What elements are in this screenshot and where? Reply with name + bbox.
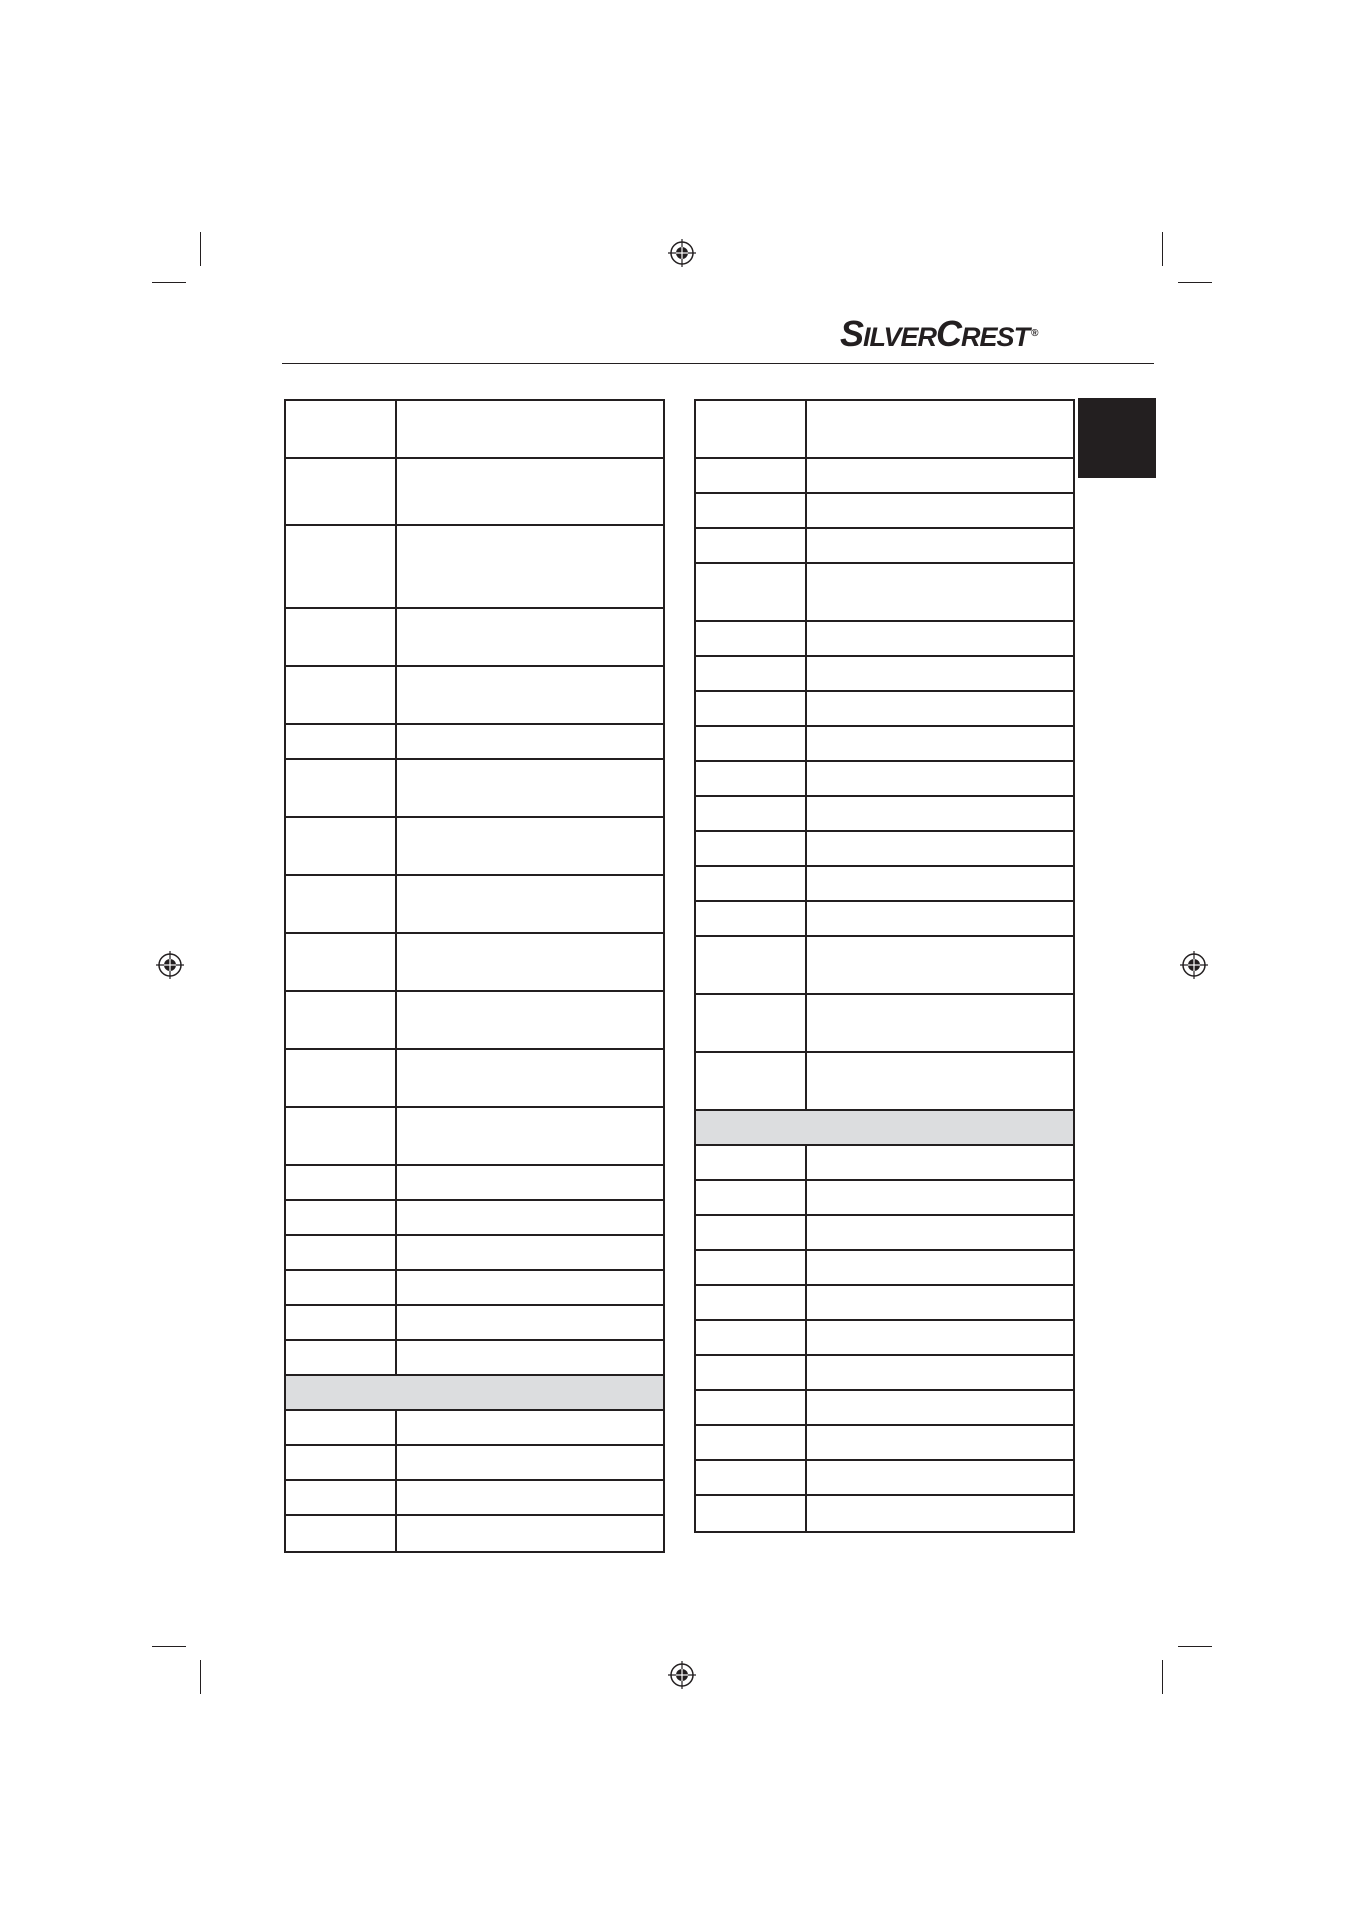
- table-cell-label: [696, 797, 805, 830]
- registration-target-icon: [1180, 951, 1208, 979]
- registration-target-icon: [668, 1661, 696, 1689]
- table-cell-value: [397, 876, 663, 932]
- table-cell-value: [397, 459, 663, 524]
- table-row: [696, 727, 1073, 762]
- table-section-header: [696, 1111, 1073, 1146]
- table-cell-label: [286, 459, 395, 524]
- table-row: [286, 1446, 663, 1481]
- table-cell-value: [807, 564, 1073, 620]
- table-row: [696, 529, 1073, 564]
- table-cell-value: [807, 937, 1073, 993]
- table-cell-value: [397, 992, 663, 1048]
- table-cell-label: [286, 1050, 395, 1106]
- table-section-header: [286, 1376, 663, 1411]
- crop-mark-bottom-left-v: [200, 1660, 201, 1694]
- crop-mark-bottom-right-h: [1178, 1646, 1212, 1647]
- table-row: [696, 995, 1073, 1053]
- table-row: [286, 1341, 663, 1376]
- table-cell-value: [807, 529, 1073, 562]
- left-spec-table: [284, 399, 665, 1553]
- table-row: [696, 1053, 1073, 1111]
- table-cell-label: [286, 934, 395, 990]
- table-row: [286, 1236, 663, 1271]
- table-row: [696, 459, 1073, 494]
- table-cell-value: [807, 1461, 1073, 1494]
- table-cell-value: [807, 1426, 1073, 1459]
- registration-target-icon: [156, 951, 184, 979]
- table-row: [696, 762, 1073, 797]
- table-cell-value: [807, 622, 1073, 655]
- table-cell-label: [696, 1181, 805, 1214]
- table-cell-value: [397, 1050, 663, 1106]
- table-cell-label: [286, 526, 395, 607]
- table-row: [696, 622, 1073, 657]
- table-cell-label: [696, 1286, 805, 1319]
- table-cell-label: [696, 995, 805, 1051]
- table-cell-value: [807, 1286, 1073, 1319]
- table-row: [696, 1391, 1073, 1426]
- table-cell-value: [397, 1108, 663, 1164]
- table-cell-value: [807, 494, 1073, 527]
- table-cell-label: [286, 401, 395, 457]
- table-cell-value: [397, 1481, 663, 1514]
- table-cell-value: [807, 657, 1073, 690]
- table-cell-value: [397, 725, 663, 758]
- table-cell-label: [286, 1446, 395, 1479]
- table-cell-value: [807, 1391, 1073, 1424]
- table-cell-label: [286, 1411, 395, 1444]
- table-cell-value: [807, 1053, 1073, 1109]
- table-cell-label: [286, 876, 395, 932]
- crop-mark-top-right-v: [1162, 232, 1163, 266]
- table-cell-label: [696, 1216, 805, 1249]
- table-row: [696, 494, 1073, 529]
- table-cell-label: [286, 760, 395, 816]
- table-cell-value: [397, 526, 663, 607]
- table-cell-value: [807, 995, 1073, 1051]
- table-row: [696, 1146, 1073, 1181]
- table-cell-label: [286, 1341, 395, 1374]
- table-cell-label: [286, 1108, 395, 1164]
- table-row: [286, 992, 663, 1050]
- table-cell-label: [286, 1166, 395, 1199]
- table-cell-label: [696, 1461, 805, 1494]
- table-cell-value: [807, 867, 1073, 900]
- table-cell-label: [696, 1146, 805, 1179]
- table-cell-value: [397, 1341, 663, 1374]
- table-cell-label: [696, 529, 805, 562]
- table-row: [286, 1166, 663, 1201]
- table-cell-label: [286, 725, 395, 758]
- table-row: [286, 725, 663, 760]
- table-row: [286, 818, 663, 876]
- table-cell-value: [397, 609, 663, 665]
- table-row: [286, 1516, 663, 1551]
- table-cell-value: [807, 1251, 1073, 1284]
- table-row: [696, 1321, 1073, 1356]
- table-cell-value: [397, 760, 663, 816]
- table-cell-label: [696, 692, 805, 725]
- table-cell-label: [286, 609, 395, 665]
- table-cell-value: [807, 1216, 1073, 1249]
- table-row: [696, 902, 1073, 937]
- crop-mark-top-left-h: [152, 282, 186, 283]
- table-row: [696, 937, 1073, 995]
- table-cell-label: [696, 762, 805, 795]
- table-row: [286, 1271, 663, 1306]
- table-cell-value: [397, 818, 663, 874]
- table-cell-value: [397, 1271, 663, 1304]
- table-cell-value: [397, 1446, 663, 1479]
- table-cell-value: [397, 667, 663, 723]
- table-row: [286, 609, 663, 667]
- crop-mark-bottom-right-v: [1162, 1660, 1163, 1694]
- table-row: [286, 1481, 663, 1516]
- table-cell-label: [696, 564, 805, 620]
- table-cell-label: [286, 818, 395, 874]
- table-cell-label: [696, 1426, 805, 1459]
- table-cell-value: [807, 1356, 1073, 1389]
- table-cell-label: [696, 1321, 805, 1354]
- table-cell-value: [807, 832, 1073, 865]
- table-cell-label: [696, 401, 805, 457]
- table-row: [696, 1461, 1073, 1496]
- table-cell-label: [286, 1306, 395, 1339]
- table-row: [696, 1251, 1073, 1286]
- table-row: [696, 657, 1073, 692]
- table-row: [696, 564, 1073, 622]
- brand-logo: SILVERCREST ®: [840, 313, 1038, 354]
- table-row: [696, 401, 1073, 459]
- table-row: [696, 832, 1073, 867]
- table-cell-value: [397, 1306, 663, 1339]
- table-cell-label: [696, 657, 805, 690]
- table-cell-label: [696, 1053, 805, 1109]
- table-cell-value: [807, 902, 1073, 935]
- table-row: [286, 1050, 663, 1108]
- table-row: [286, 667, 663, 725]
- table-cell-value: [397, 401, 663, 457]
- table-row: [286, 526, 663, 609]
- crop-mark-bottom-left-h: [152, 1646, 186, 1647]
- table-cell-label: [286, 667, 395, 723]
- table-cell-label: [286, 992, 395, 1048]
- table-cell-value: [807, 401, 1073, 457]
- table-cell-label: [696, 1251, 805, 1284]
- table-cell-label: [696, 1496, 805, 1531]
- table-row: [286, 760, 663, 818]
- registration-target-icon: [668, 239, 696, 267]
- table-cell-value: [397, 934, 663, 990]
- registered-mark: ®: [1031, 328, 1038, 339]
- table-row: [696, 797, 1073, 832]
- table-cell-label: [696, 1391, 805, 1424]
- table-row: [286, 459, 663, 526]
- table-row: [696, 1356, 1073, 1391]
- table-cell-label: [696, 902, 805, 935]
- table-cell-label: [286, 1481, 395, 1514]
- table-cell-label: [696, 494, 805, 527]
- crop-mark-top-right-h: [1178, 282, 1212, 283]
- table-cell-value: [807, 727, 1073, 760]
- table-row: [696, 1216, 1073, 1251]
- table-row: [696, 692, 1073, 727]
- table-cell-label: [696, 1356, 805, 1389]
- table-cell-value: [397, 1516, 663, 1551]
- table-cell-value: [397, 1411, 663, 1444]
- right-spec-table: [694, 399, 1075, 1533]
- table-row: [696, 867, 1073, 902]
- table-cell-label: [696, 622, 805, 655]
- table-cell-label: [286, 1516, 395, 1551]
- table-cell-label: [696, 867, 805, 900]
- table-row: [286, 401, 663, 459]
- table-cell-value: [807, 762, 1073, 795]
- crop-mark-top-left-v: [200, 232, 201, 266]
- table-cell-value: [807, 797, 1073, 830]
- table-cell-value: [807, 459, 1073, 492]
- table-row: [696, 1496, 1073, 1531]
- table-row: [286, 1201, 663, 1236]
- table-row: [696, 1286, 1073, 1321]
- table-row: [696, 1426, 1073, 1461]
- table-cell-value: [397, 1236, 663, 1269]
- table-row: [286, 1306, 663, 1341]
- table-cell-label: [286, 1201, 395, 1234]
- table-cell-label: [696, 459, 805, 492]
- table-cell-label: [286, 1271, 395, 1304]
- header-rule: [282, 363, 1154, 364]
- table-cell-value: [397, 1166, 663, 1199]
- table-cell-label: [696, 832, 805, 865]
- table-cell-value: [807, 1146, 1073, 1179]
- table-row: [696, 1181, 1073, 1216]
- language-side-tab: [1078, 398, 1156, 478]
- table-row: [286, 1411, 663, 1446]
- table-row: [286, 1108, 663, 1166]
- table-row: [286, 934, 663, 992]
- table-cell-value: [807, 1181, 1073, 1214]
- table-cell-value: [807, 1321, 1073, 1354]
- table-cell-value: [397, 1201, 663, 1234]
- table-cell-label: [286, 1236, 395, 1269]
- table-cell-label: [696, 727, 805, 760]
- table-cell-value: [807, 1496, 1073, 1531]
- table-row: [286, 876, 663, 934]
- table-cell-value: [807, 692, 1073, 725]
- table-cell-label: [696, 937, 805, 993]
